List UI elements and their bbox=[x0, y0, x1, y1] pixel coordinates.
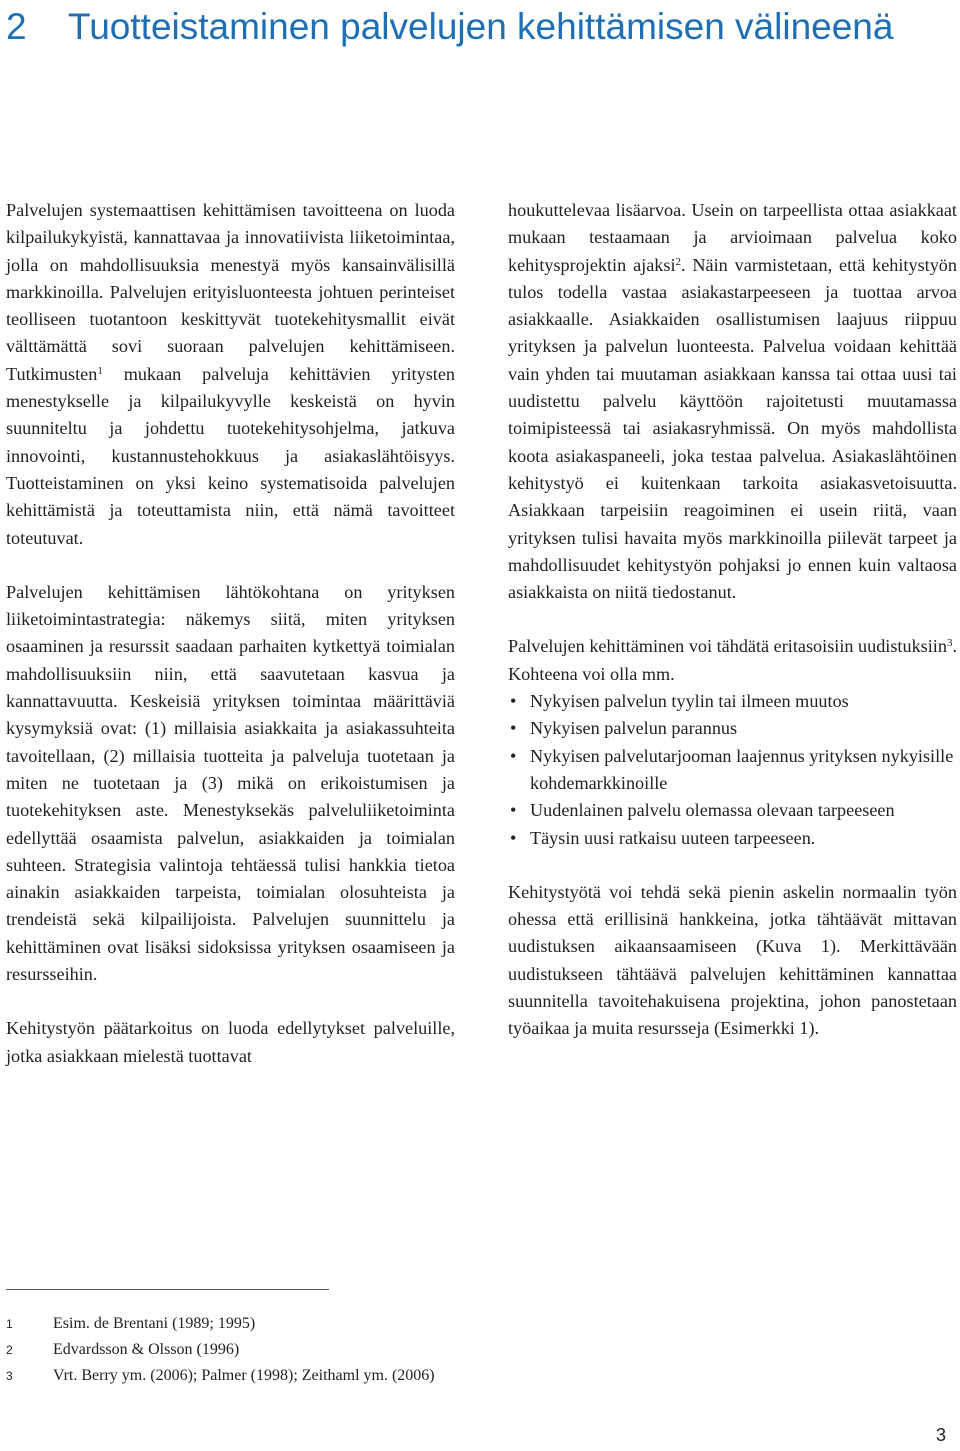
right-paragraph-1 bbox=[508, 197, 957, 606]
right-paragraph-1-text-a: houkuttelevaa lisäarvoa. Usein on tarpeellista ottaa asiakkaat mukaan testaamaan ja arvioimaan palvelua koko kehitysprojektin ajaksi bbox=[508, 200, 957, 275]
list-item: • Nykyisen palvelun tyylin tai ilmeen muutos bbox=[508, 688, 957, 715]
footnote-text: Esim. de Brentani (1989; 1995) bbox=[53, 1315, 256, 1332]
left-column bbox=[6, 197, 455, 1070]
footnote-1 bbox=[6, 1311, 706, 1337]
list-item: • Uudenlainen palvelu olemassa olevaan tarpeeseen bbox=[508, 797, 957, 824]
right-paragraph-2-text-b: . Kohteena voi olla mm. bbox=[508, 636, 957, 684]
right-column bbox=[508, 197, 957, 1043]
footnote-ref-1: 1 bbox=[97, 364, 103, 377]
chapter-number: 2 bbox=[6, 6, 27, 47]
footnote-2 bbox=[6, 1337, 706, 1363]
left-paragraph-1 bbox=[6, 197, 455, 552]
left-paragraph-1-text-a: Palvelujen systemaattisen kehittämisen tavoitteena on luoda kilpailukykyistä, kannattavaa ja innovatiivista liiketoimintaa, jolla on mahdollisuuksia menestyä myös kansainvälisillä markkinoilla. Palvelujen erityisluonteesta johtuen perinteiset teolliseen tuotantoon keskittyvät tuotekehitysmallit eivät välttämättä sovi suoraan palvelujen kehittämiseen. Tutkimusten bbox=[6, 200, 455, 384]
list-item: • Täysin uusi ratkaisu uuteen tarpeeseen. bbox=[508, 825, 957, 852]
chapter-heading bbox=[6, 4, 946, 50]
footnote-number: 1 bbox=[6, 1317, 13, 1331]
list-item: • Nykyisen palvelutarjooman laajennus yrityksen nykyisille kohdemarkkinoille bbox=[508, 743, 957, 798]
footnote-3 bbox=[6, 1363, 706, 1389]
left-paragraph-2: Palvelujen kehittämisen lähtökohtana on yrityksen liiketoimintastrategia: näkemys siitä, miten yrityksen osaaminen ja resurssit saadaan parhaiten kytkettyä toimialan mahdollisuuksiin niin, että saavutetaan kasvua ja kannattavuutta. Keskeisiä yrityksen toimintaa määrittäviä kysymyksiä ovat: (1) millaisia asiakkaita ja asiakassuhteita tavoitellaan, (2) millaisia tuotteita ja palveluja tuotetaan ja miten ne tuotetaan ja (3) mikä on erikoistumisen ja tuotekehityksen aste. Menestyksekäs palveluliiketoiminta edellyttää osaamista palvelun, asiakkaiden ja toimialan suhteen. Strategisia valintoja tehtäessä tulisi hankkia tietoa ainakin asiakkaiden tarpeista, toimialan olosuhteista ja trendeistä sekä kilpailijoista. Palvelujen suunnittelu ja kehittäminen ovat lisäksi sidoksissa yrityksen osaamiseen ja resursseihin. bbox=[6, 581, 455, 985]
footnote-divider bbox=[6, 1289, 329, 1290]
list-item: • Nykyisen palvelun parannus bbox=[508, 715, 957, 742]
footnote-ref-2: 2 bbox=[675, 255, 681, 268]
footnote-ref-3: 3 bbox=[946, 637, 953, 650]
right-paragraph-2 bbox=[508, 633, 957, 688]
bullet-list bbox=[508, 688, 957, 852]
right-paragraph-2-text-a: Palvelujen kehittäminen voi tähdätä eritasoisiin uudistuksiin bbox=[508, 636, 947, 657]
page-number: 3 bbox=[936, 1425, 947, 1445]
left-paragraph-3: Kehitystyön päätarkoitus on luoda edellytykset palveluille, jotka asiakkaan mielestä tuottavat bbox=[6, 1018, 455, 1066]
right-paragraph-3: Kehitystyötä voi tehdä sekä pienin askelin normaalin työn ohessa että erillisinä hankkeina, jotka tähtäävät mittavan uudistuksen aikaansaamiseen (Kuva 1). Merkittävään uudistukseen tähtäävä palvelujen kehittäminen kannattaa suunnitella tavoitehakuisena projektina, johon panostetaan työaikaa ja muita resursseja (Esimerkki 1). bbox=[508, 881, 957, 1039]
footnote-number: 3 bbox=[6, 1369, 13, 1383]
footnotes bbox=[6, 1311, 706, 1389]
right-paragraph-1-text-b: . Näin varmistetaan, että kehitystyön tulos todella vastaa asiakastarpeeseen ja tuottaa arvoa asiakkaalle. Asiakkaiden osallistumisen laajuus riippuu yrityksen ja palvelun luonteesta. Palvelua voidaan kehittää vain yhden tai muutaman asiakkaan kanssa tai ottaa uusi tai uudistettu palvelu käyttöön rajoitetusti muutamassa toimipisteessä tai asiakasryhmissä. On myös mahdollista koota asiakaspaneeli, joka testaa palvelua. Asiakaslähtöinen kehitystyö ei kuitenkaan tarkoita asiakasvetoisuutta. Asiakkaan tarpeisiin reagoiminen ei usein riitä, vaan yrityksen tulisi havaita myös markkinoilla piilevät tarpeet ja mahdollisuudet kehitystyön pohjaksi jo ennen kuin valtaosa asiakkaista on niitä tiedostanut. bbox=[508, 254, 957, 603]
footnote-number: 2 bbox=[6, 1343, 13, 1357]
left-paragraph-1-text-b: mukaan palveluja kehittävien yritysten menestykselle ja kilpailukyvylle keskeistä on hyvin suunniteltu ja johdettu tuotekehitysohjelma, jatkuva innovointi, kustannustehokkuus ja asiakaslähtöisyys. Tuotteistaminen on yksi keino systematisoida palvelujen kehittämistä ja toteuttamista niin, että nämä tavoitteet toteutuvat. bbox=[6, 363, 455, 548]
chapter-title: Tuotteistaminen palvelujen kehittämisen välineenä bbox=[68, 6, 894, 47]
footnote-text: Edvardsson & Olsson (1996) bbox=[53, 1341, 240, 1358]
footnote-text: Vrt. Berry ym. (2006); Palmer (1998); Zeithaml ym. (2006) bbox=[53, 1367, 435, 1384]
